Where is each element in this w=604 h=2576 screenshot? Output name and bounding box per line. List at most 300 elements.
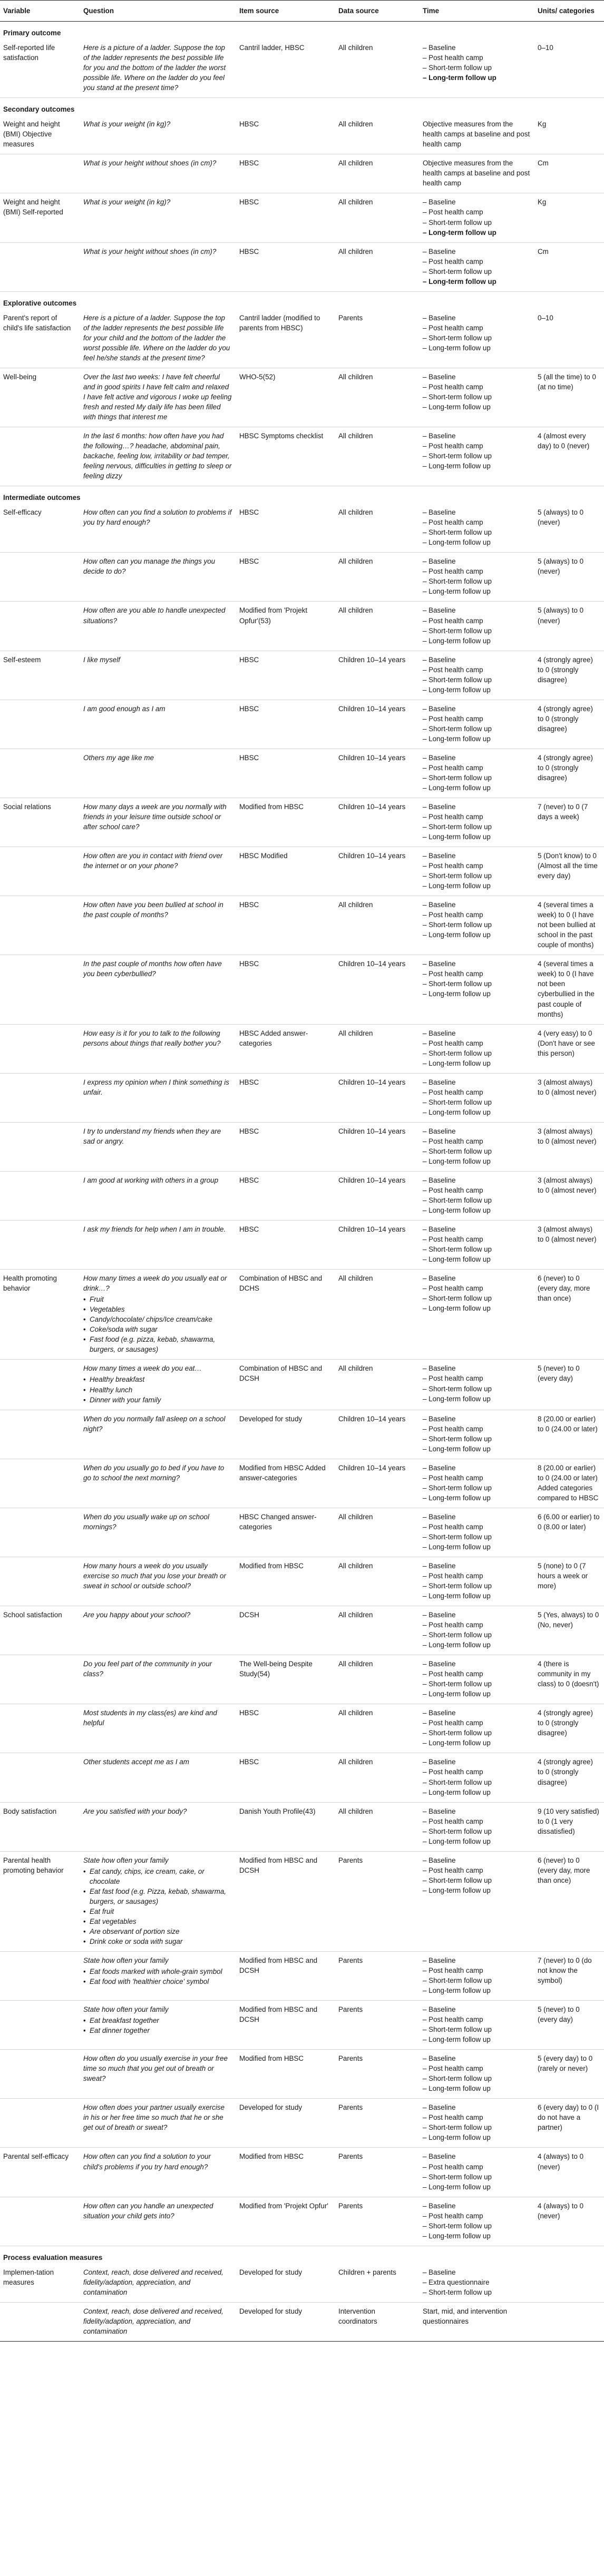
table-row [0, 504, 604, 553]
time-point: – Baseline [423, 1561, 456, 1570]
variable-cell: Implemen-tation measures [0, 2264, 80, 2303]
table-row [0, 955, 604, 1024]
variable-cell [0, 1557, 80, 1606]
question-item: • Dinner with your family [90, 1395, 232, 1405]
time-cell [420, 1171, 534, 1220]
time-point: – Short-term follow up [423, 452, 492, 460]
time-cell [420, 1024, 534, 1073]
question-cell [80, 1024, 236, 1073]
question-item: • Drink coke or soda with sugar [90, 1936, 232, 1946]
question-text: When do you usually wake up on school mornings? [83, 1512, 209, 1531]
variable-cell [0, 896, 80, 955]
time-point: – Post health camp [423, 2064, 483, 2073]
time-cell [420, 1557, 534, 1606]
time-point: – Long-term follow up [423, 538, 491, 547]
time-point: – Short-term follow up [423, 1049, 492, 1057]
time-cell [420, 154, 534, 193]
item-source-cell: Cantril ladder (modified to parents from HBSC) [236, 309, 335, 368]
units-cell: 5 (never) to 0 (every day) [534, 1360, 604, 1410]
question-text: State how often your family [83, 1956, 169, 1964]
time-point: – Post health camp [423, 1768, 483, 1776]
units-cell: 4 (several times a week) to 0 (I have not been bullied at school in the past couple of months) [534, 896, 604, 955]
time-cell [420, 1270, 534, 1360]
table-row [0, 1655, 604, 1704]
units-cell: 4 (strongly agree) to 0 (strongly disagree) [534, 1704, 604, 1753]
question-text: How many times a week do you usually eat or drink…? [83, 1274, 227, 1293]
time-point: – Baseline [423, 1512, 456, 1521]
time-point: – Short-term follow up [423, 392, 492, 401]
time-point: – Long-term follow up [423, 685, 491, 694]
units-cell: Kg [534, 193, 604, 242]
question-cell [80, 504, 236, 553]
question-text: What is your weight (in kg)? [83, 120, 171, 129]
table-row [0, 1508, 604, 1557]
table-row [0, 309, 604, 368]
units-cell: 4 (strongly agree) to 0 (strongly disagree) [534, 1753, 604, 1802]
variable-cell [0, 553, 80, 602]
data-source-cell: Children 10–14 years [335, 651, 420, 700]
variable-cell [0, 1459, 80, 1508]
units-cell: 0–10 [534, 39, 604, 98]
units-cell: 6 (every day) to 0 (I do not have a partner) [534, 2099, 604, 2148]
time-cell [420, 368, 534, 427]
question-item: • Fast food (e.g. pizza, kebab, shawarma, burgers, or sausages) [90, 1334, 232, 1354]
variable-cell [0, 1122, 80, 1171]
table-row [0, 1606, 604, 1655]
data-source-cell: All children [335, 193, 420, 242]
question-item: • Eat breakfast together [90, 2015, 232, 2026]
time-cell [420, 1655, 534, 1704]
question-text: When do you normally fall asleep on a school night? [83, 1414, 226, 1433]
time-point: – Long-term follow up [423, 1059, 491, 1067]
time-point: – Post health camp [423, 1670, 483, 1678]
question-text: Others my age like me [83, 753, 154, 762]
variable-cell [0, 955, 80, 1024]
units-cell [534, 2302, 604, 2341]
question-text: What is your weight (in kg)? [83, 198, 171, 207]
variable-cell: Social relations [0, 798, 80, 847]
time-point: – Post health camp [423, 1817, 483, 1825]
time-point: – Baseline [423, 1709, 456, 1717]
time-point: – Long-term follow up [423, 74, 496, 82]
question-text: State how often your family [83, 1856, 169, 1864]
question-cell [80, 955, 236, 1024]
data-source-cell: All children [335, 427, 420, 486]
header-question: Question [80, 1, 236, 22]
question-cell [80, 2050, 236, 2099]
time-point: – Short-term follow up [423, 1827, 492, 1835]
data-source-cell: All children [335, 553, 420, 602]
time-point: – Post health camp [423, 616, 483, 625]
variable-cell: Parental health promoting behavior [0, 1851, 80, 1951]
time-cell [420, 2197, 534, 2246]
data-source-cell: All children [335, 115, 420, 154]
table-row [0, 368, 604, 427]
time-point: – Short-term follow up [423, 1384, 492, 1393]
data-source-cell: Children 10–14 years [335, 1073, 420, 1122]
question-text: How often does your partner usually exercise in his or her free time so much that he or she get out of breath or sweat? [83, 2103, 225, 2132]
question-cell [80, 896, 236, 955]
time-cell [420, 798, 534, 847]
table-row [0, 602, 604, 651]
item-source-cell: HBSC [236, 651, 335, 700]
time-point: – Post health camp [423, 714, 483, 723]
time-point: – Post health camp [423, 442, 483, 450]
item-source-cell: Combination of HBSC and DCSH [236, 1360, 335, 1410]
units-cell: 5 (Don't know) to 0 (Almost all the time every day) [534, 847, 604, 896]
time-cell [420, 2099, 534, 2148]
time-point: – Post health camp [423, 1473, 483, 1482]
time-point: – Long-term follow up [423, 228, 496, 237]
data-source-cell: Children 10–14 years [335, 798, 420, 847]
time-point: – Long-term follow up [423, 990, 491, 998]
time-point: – Short-term follow up [423, 2221, 492, 2230]
time-point: – Baseline [423, 1029, 456, 1037]
item-source-cell: HBSC [236, 1704, 335, 1753]
item-source-cell: HBSC Changed answer-categories [236, 1508, 335, 1557]
question-text: How often do you usually exercise in your free time so much that you get out of breath or sweat? [83, 2054, 228, 2083]
question-item: • Are observant of portion size [90, 1926, 232, 1936]
time-point: – Post health camp [423, 1424, 483, 1433]
data-source-cell: Children 10–14 years [335, 1410, 420, 1459]
time-point: – Long-term follow up [423, 1444, 491, 1453]
item-source-cell: HBSC Modified [236, 847, 335, 896]
units-cell: 4 (always) to 0 (never) [534, 2197, 604, 2246]
variable-cell [0, 1073, 80, 1122]
time-point: – Long-term follow up [423, 1837, 491, 1845]
table-row [0, 1360, 604, 1410]
units-cell: Cm [534, 242, 604, 291]
time-point: – Short-term follow up [423, 1294, 492, 1303]
item-source-cell: Modified from HBSC [236, 2050, 335, 2099]
time-point: – Baseline [423, 2005, 456, 2014]
item-source-cell: WHO-5(52) [236, 368, 335, 427]
section-heading-row [0, 98, 604, 116]
units-cell: 5 (always) to 0 (never) [534, 553, 604, 602]
time-cell [420, 1851, 534, 1951]
variable-cell: Weight and height (BMI) Self-reported [0, 193, 80, 242]
data-source-cell: Parents [335, 2099, 420, 2148]
table-row [0, 1557, 604, 1606]
units-cell: 3 (almost always) to 0 (almost never) [534, 1171, 604, 1220]
header-units: Units/ categories [534, 1, 604, 22]
data-source-cell: Parents [335, 309, 420, 368]
data-source-cell: All children [335, 1270, 420, 1360]
time-point: – Post health camp [423, 1522, 483, 1531]
units-cell: Cm [534, 154, 604, 193]
time-point: – Baseline [423, 704, 456, 713]
question-cell [80, 1802, 236, 1851]
time-point: – Post health camp [423, 1039, 483, 1047]
question-cell [80, 2197, 236, 2246]
question-item: • Eat foods marked with whole-grain symbol [90, 1967, 232, 1977]
time-point: – Short-term follow up [423, 921, 492, 929]
section-heading-row [0, 486, 604, 504]
question-text: How easy is it for you to talk to the following persons about things that really bother you? [83, 1029, 221, 1047]
question-text: I ask my friends for help when I am in trouble. [83, 1225, 226, 1234]
time-point: – Post health camp [423, 2162, 483, 2171]
question-item: • Healthy breakfast [90, 1374, 232, 1384]
data-source-cell: Parents [335, 1851, 420, 1951]
question-cell [80, 1221, 236, 1270]
time-point: – Post health camp [423, 382, 483, 391]
time-point: – Baseline [423, 1807, 456, 1815]
time-point: – Baseline [423, 44, 456, 52]
item-source-cell: HBSC Symptoms checklist [236, 427, 335, 486]
time-point: – Short-term follow up [423, 675, 492, 684]
question-item: • Eat food with 'healthier choice' symbol [90, 1977, 232, 1987]
item-source-cell: HBSC [236, 553, 335, 602]
variable-cell [0, 2302, 80, 2341]
time-point: – Long-term follow up [423, 1255, 491, 1264]
time-point: – Post health camp [423, 54, 483, 62]
time-point: – Baseline [423, 1225, 456, 1234]
question-text: How often are you able to handle unexpected situations? [83, 606, 226, 625]
question-text: Do you feel part of the community in your class? [83, 1660, 212, 1678]
time-point: – Baseline [423, 1856, 456, 1864]
data-source-cell: Parents [335, 2148, 420, 2197]
question-cell [80, 602, 236, 651]
variable-cell: Health promoting behavior [0, 1270, 80, 1360]
question-text: How often can you find a solution to problems if you try hard enough? [83, 508, 232, 527]
time-point: – Long-term follow up [423, 343, 491, 352]
time-point: – Short-term follow up [423, 577, 492, 586]
section-heading: Intermediate outcomes [3, 494, 81, 502]
table-row [0, 154, 604, 193]
time-cell [420, 1951, 534, 2000]
question-item: • Fruit [90, 1294, 232, 1304]
data-source-cell: All children [335, 1753, 420, 1802]
time-point: – Short-term follow up [423, 1098, 492, 1106]
time-point: – Baseline [423, 1611, 456, 1619]
time-point: – Short-term follow up [423, 218, 492, 227]
table-row [0, 427, 604, 486]
time-point: – Baseline [423, 372, 456, 381]
time-point: – Baseline [423, 1758, 456, 1766]
time-cell [420, 2050, 534, 2099]
table-row [0, 1171, 604, 1220]
variable-cell [0, 1410, 80, 1459]
time-cell [420, 115, 534, 154]
item-source-cell: The Well-being Despite Study(54) [236, 1655, 335, 1704]
time-point: – Baseline [423, 1463, 456, 1472]
units-cell: 5 (always) to 0 (never) [534, 504, 604, 553]
time-point: – Post health camp [423, 2211, 483, 2220]
time-point: – Long-term follow up [423, 1157, 491, 1165]
variable-cell [0, 602, 80, 651]
time-point: – Baseline [423, 2201, 456, 2210]
question-cell [80, 1851, 236, 1951]
time-point: – Short-term follow up [423, 626, 492, 635]
question-text: I am good at working with others in a group [83, 1176, 219, 1184]
question-text: I try to understand my friends when they are sad or angry. [83, 1127, 221, 1145]
question-item: • Eat dinner together [90, 2026, 232, 2036]
header-variable: Variable [0, 1, 80, 22]
variable-cell [0, 749, 80, 798]
question-text: Are you happy about your school? [83, 1611, 191, 1619]
time-point: – Baseline [423, 1176, 456, 1184]
question-text: How often are you in contact with friend over the internet or on your phone? [83, 852, 223, 870]
time-point: – Post health camp [423, 813, 483, 821]
time-point: – Baseline [423, 1127, 456, 1135]
variable-cell [0, 154, 80, 193]
question-text: Most students in my class(es) are kind and helpful [83, 1709, 217, 1727]
time-point: – Baseline [423, 508, 456, 517]
time-point: – Post health camp [423, 1571, 483, 1580]
time-point: – Long-term follow up [423, 636, 491, 645]
question-cell [80, 154, 236, 193]
units-cell: 8 (20.00 or earlier) to 0 (24.00 or later) Added categories compared to HBSC [534, 1459, 604, 1508]
question-text: I like myself [83, 655, 120, 664]
time-point: – Post health camp [423, 1719, 483, 1727]
variable-cell [0, 2001, 80, 2050]
question-cell [80, 1360, 236, 1410]
time-point: Start, mid, and intervention questionnaires [423, 2307, 508, 2325]
question-item: • Vegetables [90, 1304, 232, 1314]
units-cell: 3 (almost always) to 0 (almost never) [534, 1221, 604, 1270]
time-point: – Post health camp [423, 257, 483, 266]
data-source-cell: Children 10–14 years [335, 955, 420, 1024]
data-source-cell: All children [335, 1655, 420, 1704]
time-point: – Post health camp [423, 1967, 483, 1974]
question-text: How often can you handle an unexpected situation your child gets into? [83, 2201, 213, 2220]
data-source-cell: All children [335, 1802, 420, 1851]
data-source-cell: All children [335, 1360, 420, 1410]
time-cell [420, 1459, 534, 1508]
item-source-cell: HBSC [236, 193, 335, 242]
question-cell [80, 2264, 236, 2303]
question-text: How many hours a week do you usually exercise so much that you lose your breath or sweat in school or outside school? [83, 1561, 226, 1590]
time-point: – Baseline [423, 2103, 456, 2112]
time-point: – Baseline [423, 901, 456, 909]
data-source-cell: All children [335, 896, 420, 955]
item-source-cell: HBSC [236, 1122, 335, 1171]
data-source-cell: All children [335, 1024, 420, 1073]
question-text: How often can you manage the things you decide to do? [83, 557, 216, 576]
units-cell: 7 (never) to 0 (7 days a week) [534, 798, 604, 847]
question-cell [80, 1557, 236, 1606]
variable-cell: Parent's report of child's life satisfaction [0, 309, 80, 368]
time-point: – Short-term follow up [423, 1582, 492, 1590]
time-point: – Baseline [423, 1274, 456, 1283]
question-text: Context, reach, dose delivered and received, fidelity/adaption, appreciation, and contamination [83, 2307, 223, 2335]
data-source-cell: Children 10–14 years [335, 749, 420, 798]
question-cell [80, 1951, 236, 2000]
item-source-cell: Cantril ladder, HBSC [236, 39, 335, 98]
data-source-cell: Children + parents [335, 2264, 420, 2303]
question-cell [80, 2302, 236, 2341]
table-row [0, 1851, 604, 1951]
time-cell [420, 242, 534, 291]
question-item-list [83, 1866, 232, 1946]
data-source-cell: All children [335, 368, 420, 427]
time-point: – Long-term follow up [423, 1108, 491, 1116]
table-header [0, 1, 604, 22]
question-item-list [83, 1374, 232, 1404]
time-cell [420, 955, 534, 1024]
time-cell [420, 602, 534, 651]
time-cell [420, 39, 534, 98]
time-cell [420, 749, 534, 798]
table-body [0, 22, 604, 2342]
units-cell: 8 (20.00 or earlier) to 0 (24.00 or later) [534, 1410, 604, 1459]
time-point: – Long-term follow up [423, 2085, 491, 2093]
variable-cell [0, 2099, 80, 2148]
item-source-cell: Modified from 'Projekt Opfur' [236, 2197, 335, 2246]
table-row [0, 1704, 604, 1753]
time-point: – Short-term follow up [423, 1977, 492, 1985]
item-source-cell: Developed for study [236, 2099, 335, 2148]
time-point: – Post health camp [423, 518, 483, 527]
time-point: – Post health camp [423, 1186, 483, 1194]
question-text: What is your height without shoes (in cm)? [83, 159, 217, 168]
time-point: Objective measures from the health camps at baseline and post health camp [423, 120, 530, 149]
question-text: How often can you find a solution to your child's problems if you try hard enough? [83, 2152, 211, 2171]
table-row [0, 651, 604, 700]
time-point: – Baseline [423, 313, 456, 322]
question-cell [80, 1459, 236, 1508]
data-source-cell: All children [335, 1704, 420, 1753]
time-point: – Post health camp [423, 1866, 483, 1874]
time-point: – Short-term follow up [423, 1147, 492, 1155]
item-source-cell: HBSC [236, 1073, 335, 1122]
question-cell [80, 1410, 236, 1459]
question-item: • Healthy lunch [90, 1385, 232, 1395]
data-source-cell: Children 10–14 years [335, 700, 420, 749]
time-point: – Post health camp [423, 862, 483, 870]
question-item: • Eat candy, chips, ice cream, cake, or chocolate [90, 1866, 232, 1886]
units-cell: Kg [534, 115, 604, 154]
section-heading: Process evaluation measures [3, 2253, 103, 2262]
time-point: – Post health camp [423, 567, 483, 576]
time-point: – Post health camp [423, 1374, 483, 1383]
units-cell: 4 (strongly agree) to 0 (strongly disagree) [534, 700, 604, 749]
time-point: – Short-term follow up [423, 1196, 492, 1204]
time-point: – Short-term follow up [423, 333, 492, 342]
question-item-list [83, 2015, 232, 2036]
time-point: – Short-term follow up [423, 267, 492, 276]
time-point: – Post health camp [423, 323, 483, 332]
question-text: Other students accept me as I am [83, 1758, 189, 1766]
time-point: – Short-term follow up [423, 1434, 492, 1443]
variable-cell: School satisfaction [0, 1606, 80, 1655]
time-point: – Baseline [423, 1660, 456, 1668]
units-cell: 5 (never) to 0 (every day) [534, 2001, 604, 2050]
time-point: – Long-term follow up [423, 2182, 491, 2191]
item-source-cell: Modified from HBSC and DCSH [236, 1851, 335, 1951]
time-point: – Post health camp [423, 665, 483, 674]
item-source-cell: Danish Youth Profile(43) [236, 1802, 335, 1851]
data-source-cell: Children 10–14 years [335, 1221, 420, 1270]
time-point: – Post health camp [423, 1137, 483, 1145]
question-cell [80, 553, 236, 602]
item-source-cell: Developed for study [236, 2264, 335, 2303]
units-cell [534, 2264, 604, 2303]
item-source-cell: Modified from HBSC [236, 1557, 335, 1606]
header-data-source: Data source [335, 1, 420, 22]
data-source-cell: Children 10–14 years [335, 1459, 420, 1508]
table-row [0, 2148, 604, 2197]
table-row [0, 1122, 604, 1171]
question-cell [80, 115, 236, 154]
data-source-cell: Children 10–14 years [335, 1122, 420, 1171]
section-heading-row [0, 291, 604, 309]
time-cell [420, 2302, 534, 2341]
time-point: – Short-term follow up [423, 1729, 492, 1737]
time-point: – Baseline [423, 2054, 456, 2063]
question-cell [80, 242, 236, 291]
units-cell: 3 (almost always) to 0 (almost never) [534, 1073, 604, 1122]
